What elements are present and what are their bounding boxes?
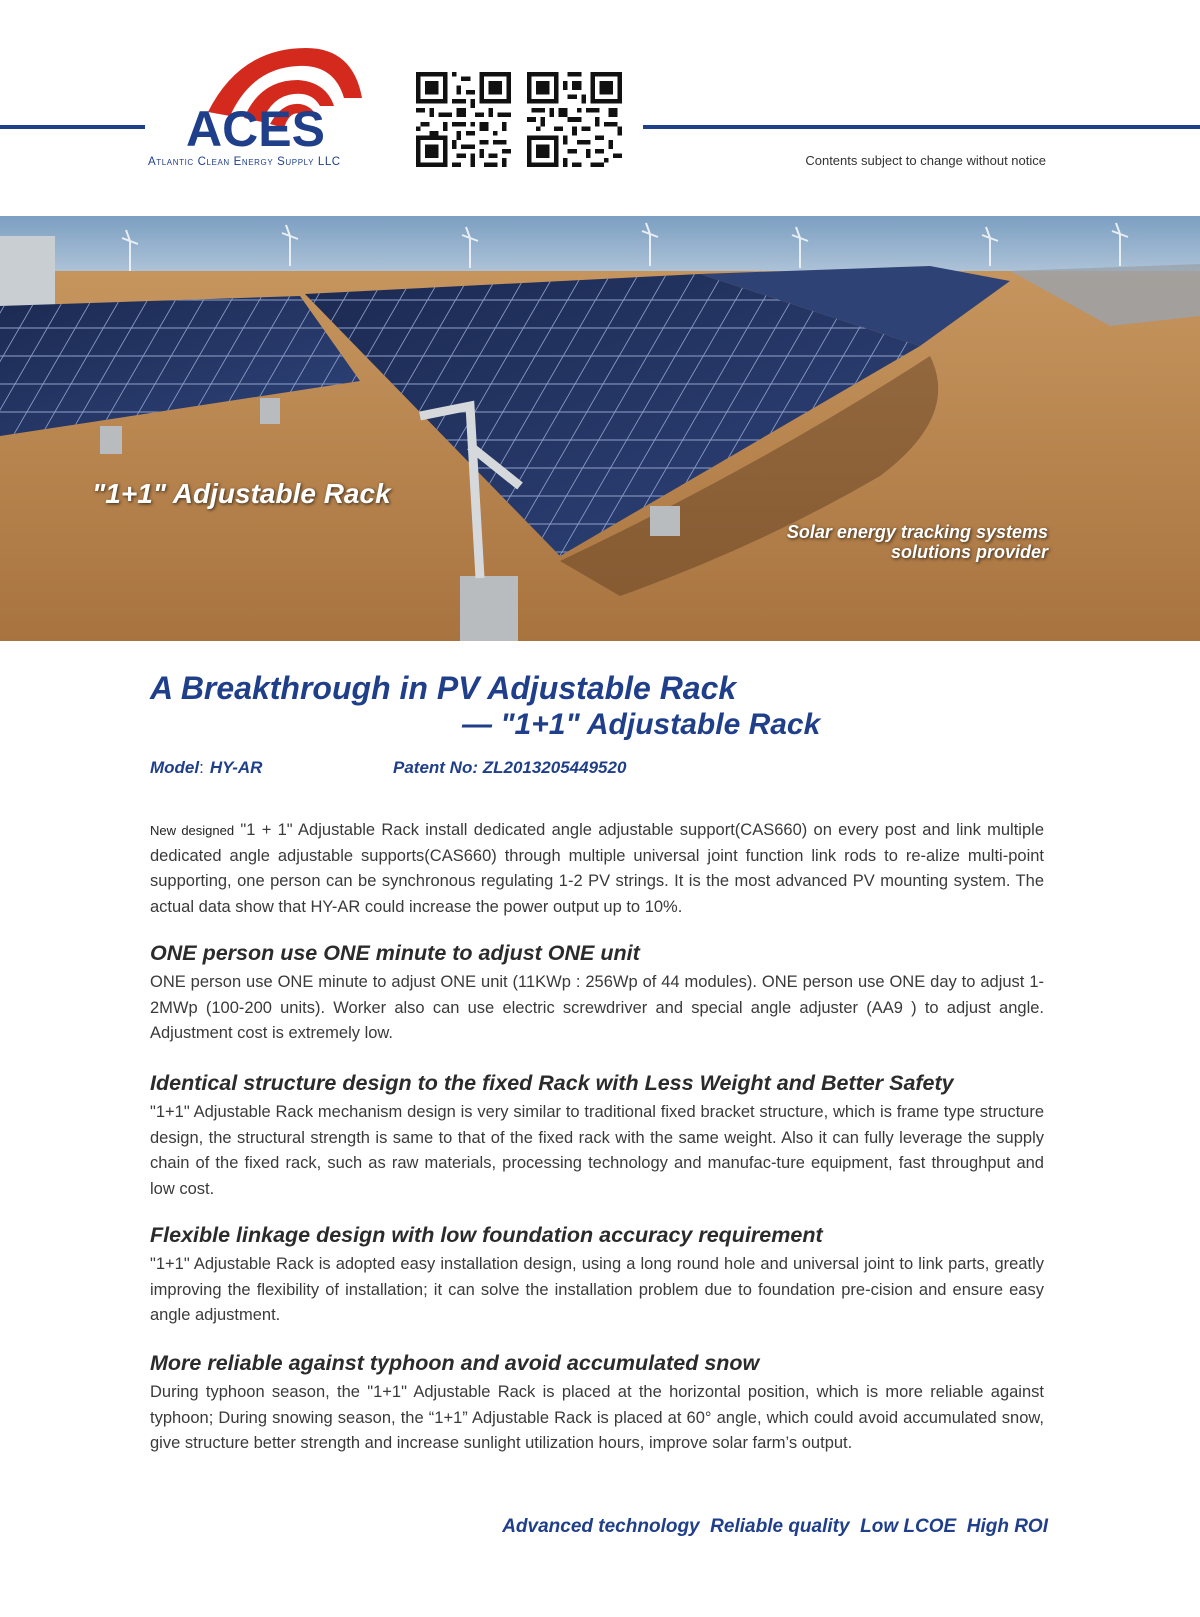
intro-paragraph: [150, 818, 1044, 920]
header-rule-right: [643, 125, 1200, 129]
footer-slogan: Advanced technology Reliable quality Low LCOE High ROI: [502, 1516, 1048, 1537]
notice-text: Contents subject to change without notice: [805, 153, 1046, 168]
section-body: "1+1" Adjustable Rack mechanism design is very similar to traditional fixed bracket structure, which is frame type structure design, the structural strength is same to that of the fixed rack with the same weight. Also it can fully leverage the supply chain of the fixed rack, such as raw materials, processing technology and manufac-ture equipment, fast throughput and low cost.: [150, 1103, 1044, 1198]
section-heading: ONE person use ONE minute to adjust ONE unit: [150, 941, 640, 965]
header-rule-left: [0, 125, 145, 129]
hero-photo: [0, 216, 1200, 641]
model-label: Model: [150, 758, 200, 777]
qr-code-icon: [527, 72, 622, 167]
section-body: During typhoon season, the "1+1" Adjustable Rack is placed at the horizontal position, which is more reliable against typhoon; During snowing season, the “1+1” Adjustable Rack is placed at 60° angle, which could avoid accumulated snow, give structure better strength and increase sunlight utilization hours, improve solar farm’s output.: [150, 1383, 1044, 1452]
page-subtitle: — "1+1" Adjustable Rack: [462, 708, 821, 741]
hero-product-label: "1+1" Adjustable Rack: [92, 478, 391, 509]
section-body: ONE person use ONE minute to adjust ONE unit (11KWp : 256Wp of 44 modules). ONE person use ONE day to adjust 1-2MWp (100-200 units). Worker also can use electric screwdriver and special angle adjuster (AA9 ) to adjust angle. Adjustment cost is extremely low.: [150, 973, 1044, 1042]
logo-wordmark: ACES: [186, 101, 325, 157]
hero-tagline-line-1: Solar energy tracking systems: [786, 522, 1048, 542]
hero-tagline: [787, 522, 1048, 562]
page-title: A Breakthrough in PV Adjustable Rack: [150, 670, 737, 706]
patent-number: Patent No: ZL2013205449520: [393, 758, 627, 777]
model-line: [150, 758, 627, 778]
company-logo: [148, 40, 410, 175]
section-body: "1+1" Adjustable Rack is adopted easy installation design, using a long round hole and universal joint to link parts, greatly improving the flexibility of installation; it can solve the installation problem due to foundation pre-cision and ensure easy angle adjustment.: [150, 1255, 1044, 1324]
section-heading: Identical structure design to the fixed Rack with Less Weight and Better Safety: [150, 1071, 954, 1095]
aces-logo-icon: [148, 40, 410, 175]
intro-lead: New designed: [150, 823, 235, 838]
solar-field-illustration: [0, 216, 1200, 641]
qr-code-icon: [416, 72, 511, 167]
company-name: Atlantic Clean Energy Supply LLC: [148, 156, 341, 168]
model-separator: :: [199, 758, 204, 777]
hero-tagline-line-2: solutions provider: [890, 542, 1048, 562]
section-heading: Flexible linkage design with low foundation accuracy requirement: [150, 1223, 823, 1247]
model-value: HY-AR: [209, 758, 263, 777]
intro-text: "1 + 1" Adjustable Rack install dedicated angle adjustable support(CAS660) on every post and link multiple dedicated angle adjustable supports(CAS660) through multiple universal joint function link rods to re-alize multi-point supporting, one person can be synchronous regulating 1-2 PV strings. It is the most advanced PV mounting system. The actual data show that HY-AR could increase the power output up to 10%.: [150, 821, 1044, 916]
section-heading: More reliable against typhoon and avoid accumulated snow: [150, 1351, 760, 1375]
